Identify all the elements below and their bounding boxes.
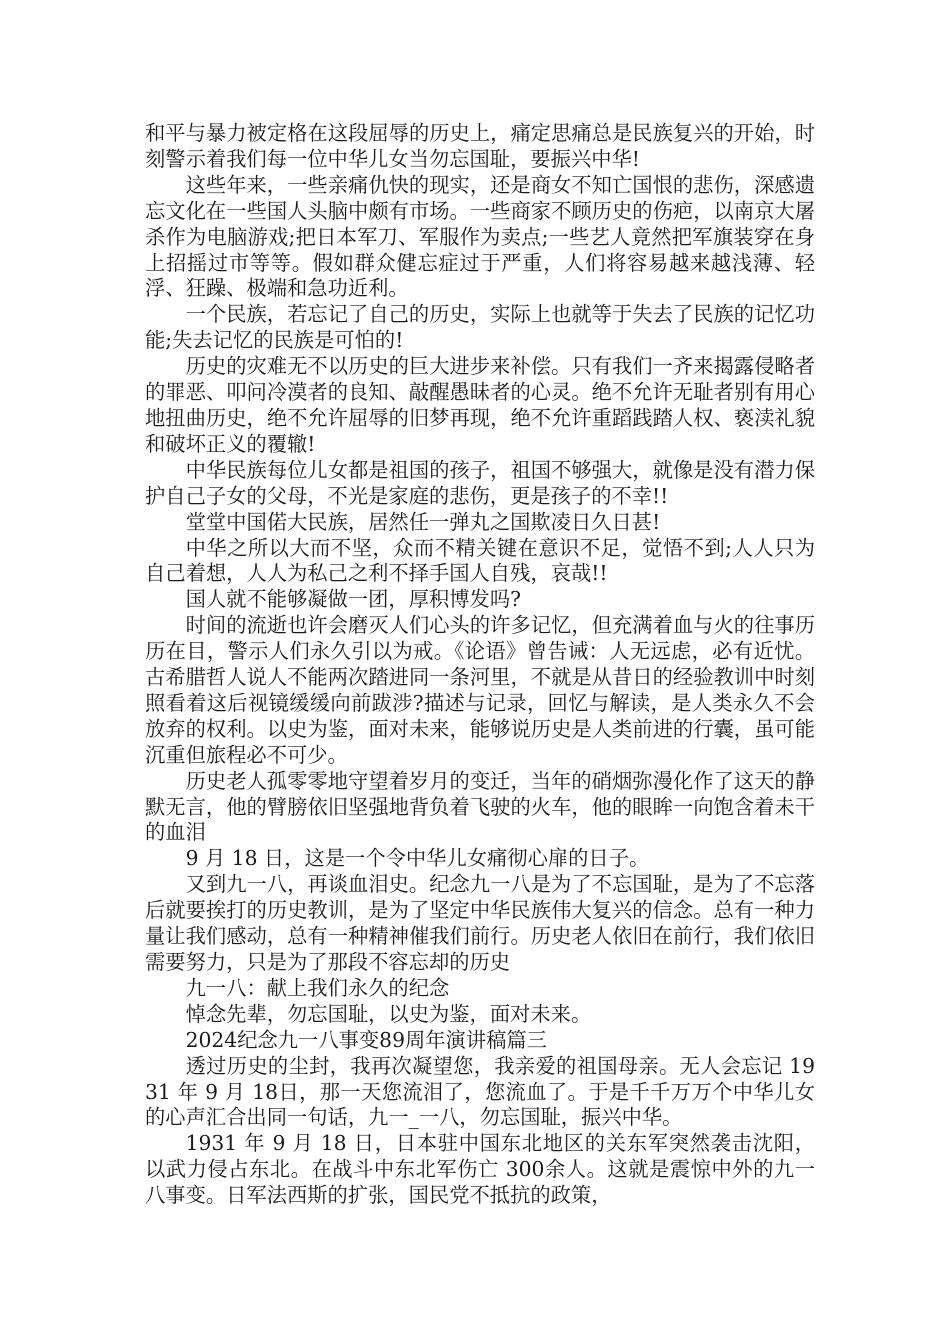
paragraph: 历史老人孤零零地守望着岁月的变迁，当年的硝烟弥漫化作了这天的静默无言，他的臂膀依旧坚强地背负着飞驶的火车，他的眼眸一向饱含着未干的血泪 — [145, 768, 815, 845]
document-body — [145, 121, 815, 1209]
paragraph: 九一八：献上我们永久的纪念 — [185, 975, 450, 1000]
paragraph: 1931 年 9 月 18 日，日本驻中国东北地区的关东军突然袭击沈阳，以武力侵占东北。在战斗中东北军伤亡 300余人。这就是震惊中外的九一八事变。日军法西斯的扩张，国民党不抵抗的政策， — [145, 1131, 815, 1208]
paragraph: 和平与暴力被定格在这段屈辱的历史上，痛定思痛总是民族复兴的开始，时刻警示着我们每一位中华儿女当勿忘国耻，要振兴中华! — [145, 121, 815, 171]
paragraph: 国人就不能够凝做一团，厚积博发吗? — [185, 587, 521, 612]
paragraph: 堂堂中国偌大民族，居然任一弹丸之国欺凌日久日甚! — [185, 509, 661, 534]
paragraph: 透过历史的尘封，我再次凝望您，我亲爱的祖国母亲。无人会忘记 1931 年 9 月 18日，那一天您流泪了，您流血了。于是千千万万个中华儿女的心声汇合出同一句话，九一_一八，勿忘国耻，振兴中华。 — [145, 1053, 815, 1130]
paragraph: 中华之所以大而不坚，众而不精关键在意识不足，觉悟不到;人人只为自己着想，人人为私己之利不择手国人自残，哀哉!! — [145, 535, 815, 586]
paragraph: 悼念先辈，勿忘国耻，以史为鉴，面对未来。 — [185, 1001, 592, 1026]
paragraph: 9 月 18 日，这是一个令中华儿女痛彻心扉的日子。 — [185, 846, 650, 871]
paragraph: 中华民族每位儿女都是祖国的孩子，祖国不够强大，就像是没有潜力保护自己子女的父母，不光是家庭的悲伤，更是孩子的不幸!! — [145, 457, 815, 508]
paragraph: 这些年来，一些亲痛仇快的现实，还是商女不知亡国恨的悲伤，深感遗忘文化在一些国人头脑中颇有市场。一些商家不顾历史的伤疤，以南京大屠杀作为电脑游戏;把日本军刀、军服作为卖点;一些艺人竟然把军旗装穿在身上招摇过市等等。假如群众健忘症过于严重，人们将容易越来越浅薄、轻浮、狂躁、极端和急功近利。 — [145, 172, 815, 301]
paragraph: 历史的灾难无不以历史的巨大进步来补偿。只有我们一齐来揭露侵略者的罪恶、叩问冷漠者的良知、敲醒愚昧者的心灵。绝不允许无耻者别有用心地扭曲历史，绝不允许屈辱的旧梦再现，绝不允许重蹈践踏人权、亵渎礼貌和破坏正义的覆辙! — [145, 354, 815, 456]
paragraph: 时间的流逝也许会磨灭人们心头的许多记忆，但充满着血与火的往事历历在目，警示人们永久引以为戒。《论语》曾告诫：人无远虑，必有近忧。古希腊哲人说人不能两次踏进同一条河里，不就是从昔日的经验教训中时刻照看着这后视镜缓缓向前跋涉?描述与记录，回忆与解读，是人类永久不会放弃的权利。以史为鉴，面对未来，能够说历史是人类前进的行囊，虽可能沉重但旅程必不可少。 — [145, 613, 815, 767]
section-heading: 2024纪念九一八事变89周年演讲稿篇三 — [185, 1027, 547, 1052]
paragraph: 一个民族，若忘记了自己的历史，实际上也就等于失去了民族的记忆功能;失去记忆的民族是可怕的! — [145, 302, 815, 353]
paragraph: 又到九一八，再谈血泪史。纪念九一八是为了不忘国耻，是为了不忘落后就要挨打的历史教训，是为了坚定中华民族伟大复兴的信念。总有一种力量让我们感动，总有一种精神催我们前行。历史老人依旧在前行，我们依旧需要努力，只是为了那段不容忘却的历史 — [145, 872, 815, 974]
